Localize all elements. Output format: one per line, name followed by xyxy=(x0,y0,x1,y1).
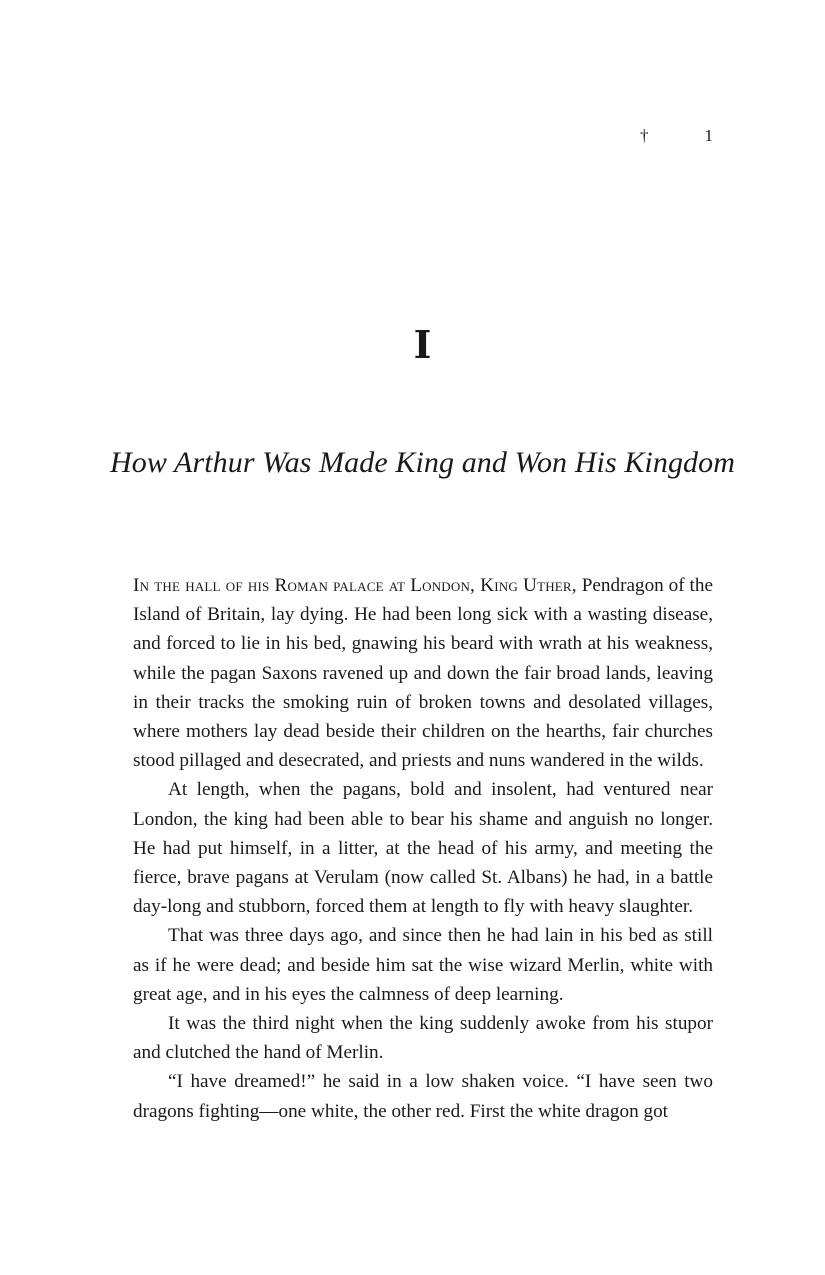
body-text xyxy=(133,571,713,1126)
dagger-ornament: † xyxy=(640,126,649,145)
paragraph-2: At length, when the pagans, bold and insolent, had ventured near London, the king had been able to bear his shame and anguish no longer. He had put himself, in a litter, at the head of his army, and meeting the fierce, brave pagans at Verulam (now called St. Albans) he had, in a battle day-long and stubborn, forced them at length to fly with heavy slaughter. xyxy=(133,779,713,918)
paragraph-1-text: Pendragon of the Island of Britain, lay dying. He had been long sick with a wasting disease, and forced to lie in his bed, gnawing his beard with wrath at his weakness, while the pagan Saxons ravened up and down the fair broad lands, leaving in their tracks the smoking ruin of broken towns and desolated villages, where mothers lay dead beside their children on the hearths, fair churches stood pillaged and desecrated, and priests and nuns wandered in the wilds. xyxy=(133,575,713,772)
paragraph-4: It was the third night when the king suddenly awoke from his stupor and clutched the hand of Merlin. xyxy=(133,1013,713,1064)
paragraph-5: “I have dreamed!” he said in a low shaken voice. “I have seen two dragons fighting—one white, the other red. First the white dragon got xyxy=(133,1071,713,1122)
page-number: 1 xyxy=(704,126,713,145)
running-head xyxy=(640,126,713,146)
paragraph-3: That was three days ago, and since then he had lain in his bed as still as if he were dead; and beside him sat the wise wizard Merlin, white with great age, and in his eyes the calmness of deep learning. xyxy=(133,925,713,1005)
chapter-number: I xyxy=(413,322,432,367)
paragraph-1 xyxy=(133,571,713,775)
lead-in-smallcaps: In the hall of his Roman palace at London, King Uther, xyxy=(133,575,577,596)
chapter-title: How Arthur Was Made King and Won His Kingdom xyxy=(110,446,736,479)
